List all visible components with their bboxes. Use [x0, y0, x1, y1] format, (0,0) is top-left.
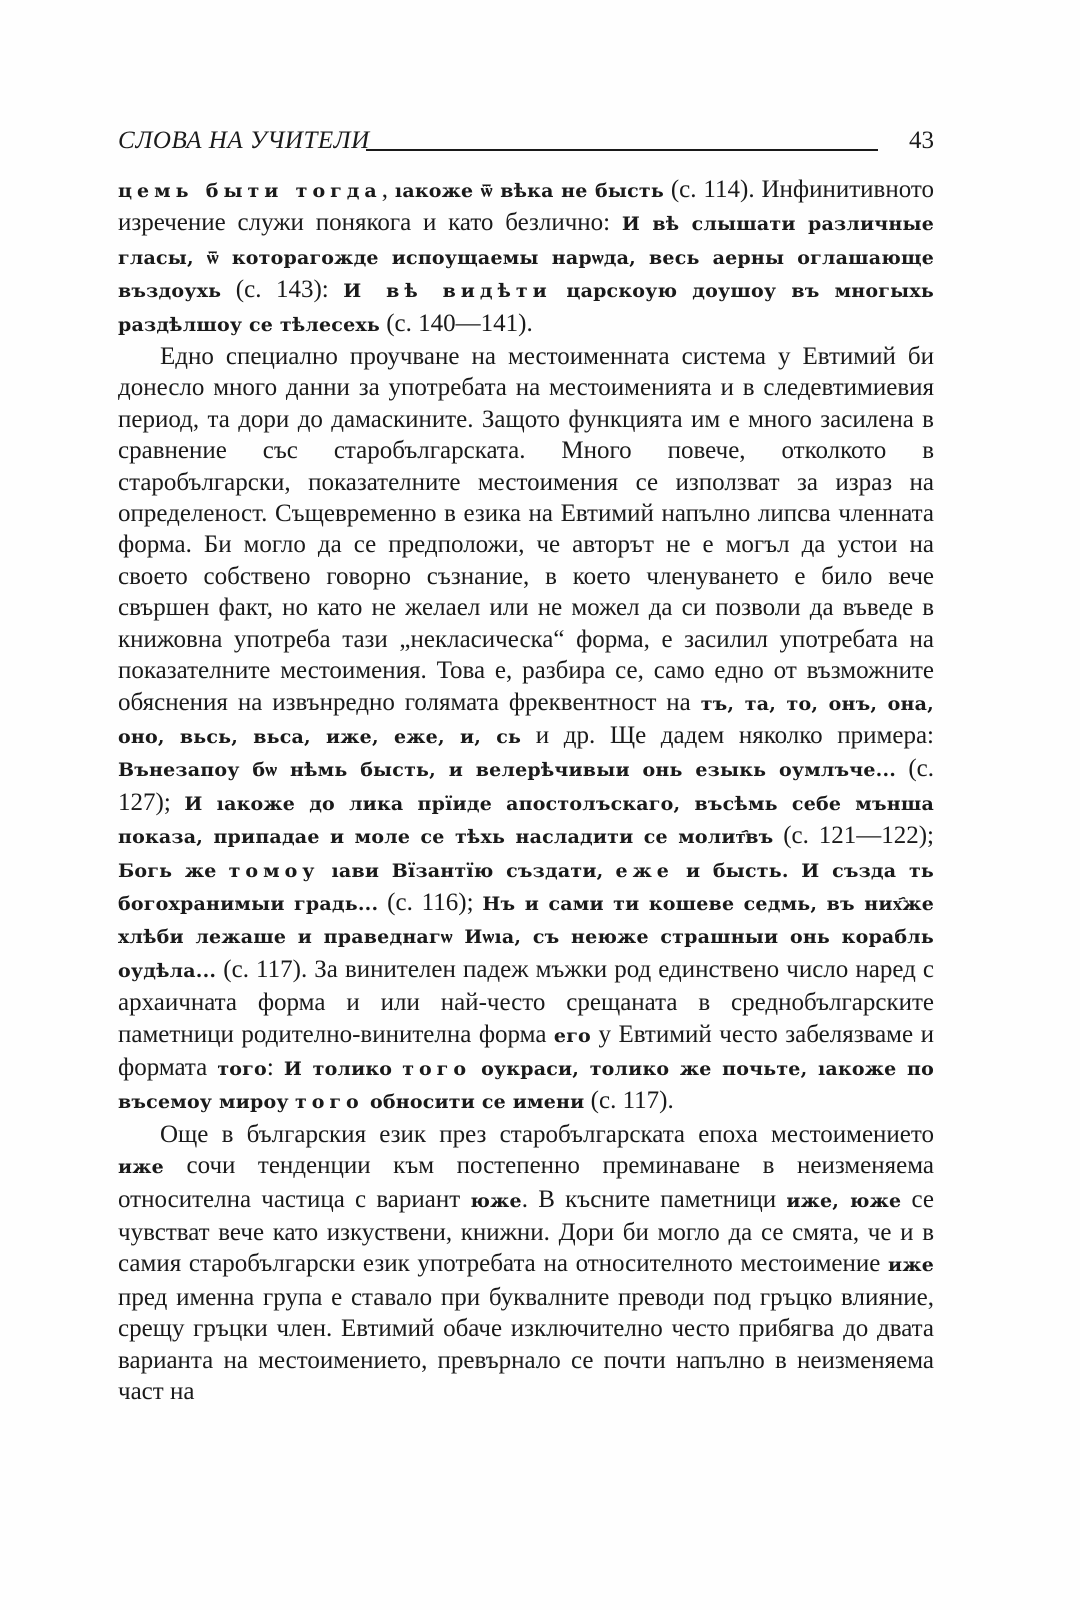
church-slavonic-quote: ıакоже ѿ вѣка не бысть [394, 180, 664, 202]
paragraph-text: : [266, 1053, 284, 1081]
paragraph-text: и др. Ще дадем няколко примера: [521, 721, 934, 749]
running-head [118, 125, 934, 165]
body-text [118, 174, 934, 1407]
paragraph-text [319, 856, 331, 883]
paragraph-text: у Евтимий често забелязваме и формата [118, 1020, 934, 1081]
church-slavonic-quote: еже [615, 859, 674, 882]
running-head-title: СЛОВА НА УЧИТЕЛИ [118, 127, 370, 154]
paragraph-text [217, 856, 229, 883]
church-slavonic-quote: И ıакоже до лика прїиде апостолъскаго, въсѣмь себе мънша показа, припадае и моле се тѣхь насладити се молит҄въ [118, 792, 934, 849]
paragraph-text [674, 856, 686, 883]
church-slavonic-quote: иже [118, 1156, 164, 1179]
church-slavonic-quote: И толико [283, 1057, 393, 1080]
paragraph-text [603, 856, 615, 883]
running-head-rule [366, 149, 878, 151]
church-slavonic-quote: того [294, 1091, 364, 1114]
paragraph-text: пред именна група е ставало при буквалните преводи под гръцко влияние, срещу гръцки член. Евтимий обаче изключително често прибягва до двата варианта на местоимението, превърнало се почти напълно в неизменяема част на [118, 1283, 934, 1406]
church-slavonic-quote: юже [470, 1189, 522, 1212]
church-slavonic-quote: иже [888, 1254, 934, 1277]
church-slavonic-quote: Вънезапоу бѡ нѣмь бысть, и велерѣчивыи онь езыкь оумлъче... [118, 759, 897, 782]
church-slavonic-quote: того [217, 1057, 267, 1080]
paragraph-text: Едно специално проучване на местоименната система у Евтимий би донесло много данни за употребата на местоименията и в следевтимиевия период, та дори до дамаскините. Защото функцията им е много засилена в сравнение със старобългарската. Много повече, отколкото в старобългарски, показателните местоимения се използват за израз на определеност. Същевременно в езика на Евтимий напълно липсва членната форма. Би могло да се предположи, че авторът не е могъл да устои на своето собствено говорно съзнание, в което членуването е било вече свършен факт, но като не желаел или не можел да си позволи да въведе в книжовна употреба тази „некласическа“ форма, е засилил употребата на показателните местоимения. Това е, разбира се, само едно от възможните обяснения на извънредно голямата фреквентност на [118, 343, 934, 716]
paragraph-text: сочи тенденции към постепенно преминаване в неизменяема относителна частица с вариант [118, 1152, 934, 1213]
church-slavonic-quote: его [553, 1024, 591, 1047]
paragraph-text: . В късните паметници [521, 1185, 787, 1213]
paragraph-text: , [381, 176, 395, 203]
paragraph-text: Още в българския език през старобългарската епоха местоимението [160, 1120, 934, 1148]
paragraph-text [471, 1054, 481, 1081]
church-slavonic-quote: и бысть. И създа ть богохранимыи градь... [118, 859, 935, 915]
paragraph [118, 174, 934, 341]
church-slavonic-quote: И вѣ видѣти [343, 280, 552, 303]
paragraph-text: (с. 127); [118, 755, 935, 816]
church-slavonic-quote: И вѣ слышати различные гласы, ѿ которагожде испоущаемы нарѡда, весь аерны оглашающе въздоухь [118, 213, 934, 303]
paragraph-text [392, 1054, 402, 1081]
paragraph-text: (с. 121—122); [773, 822, 934, 850]
paragraph-text: (с. 140—141). [379, 309, 533, 337]
paragraph-text: (с. 143): [221, 276, 344, 304]
church-slavonic-quote: Богь же [118, 859, 217, 882]
paragraph-text [552, 276, 567, 303]
church-slavonic-quote: иже, юже [786, 1189, 902, 1212]
church-slavonic-quote: Нъ и сами ти кошеве седмь, въ них҄же хлѣби лежаше и праведнагѡ Иѡıа, съ неюже страшныи онь корабль оудѣла... [118, 892, 934, 982]
church-slavonic-quote: томоу [228, 859, 320, 882]
church-slavonic-quote: царскоую доушоу въ многыхь раздѣлшоу се тѣлесехь [118, 280, 934, 336]
church-slavonic-quote: оукраси, толико же почьте, ıакоже по въсемоу мироу [118, 1057, 935, 1114]
paragraph-text: се чувстват вече като изкуствени, книжни. Дори би могло да се смята, че и в самия старобългарски език употребата на относителното местоимение [118, 1185, 934, 1278]
paragraph-text: (с. 117). За винителен падеж мъжки род единствено число наред с архаичната форма и или най-често срещаната в среднобългарските паметници родително-винителна форма [118, 955, 934, 1048]
paragraph [118, 341, 934, 1119]
paragraph-text: (с. 114). Инфинитивното изречение служи понякога и като безлично: [118, 176, 935, 237]
paragraph-text: (с. 117). [584, 1087, 674, 1115]
church-slavonic-quote: ıави Вїзантїю създати, [331, 859, 604, 882]
church-slavonic-quote: того [402, 1057, 471, 1080]
page-number: 43 [909, 127, 934, 154]
paragraph-text: (с. 116); [378, 888, 483, 916]
church-slavonic-quote: обносити се имени [369, 1091, 585, 1114]
church-slavonic-quote: тъ, та, то, онъ, она, оно, вьсь, вьса, иже, еже, и, сь [118, 692, 934, 748]
paragraph [118, 1119, 934, 1408]
church-slavonic-quote: цемь быти тогда [118, 180, 382, 202]
